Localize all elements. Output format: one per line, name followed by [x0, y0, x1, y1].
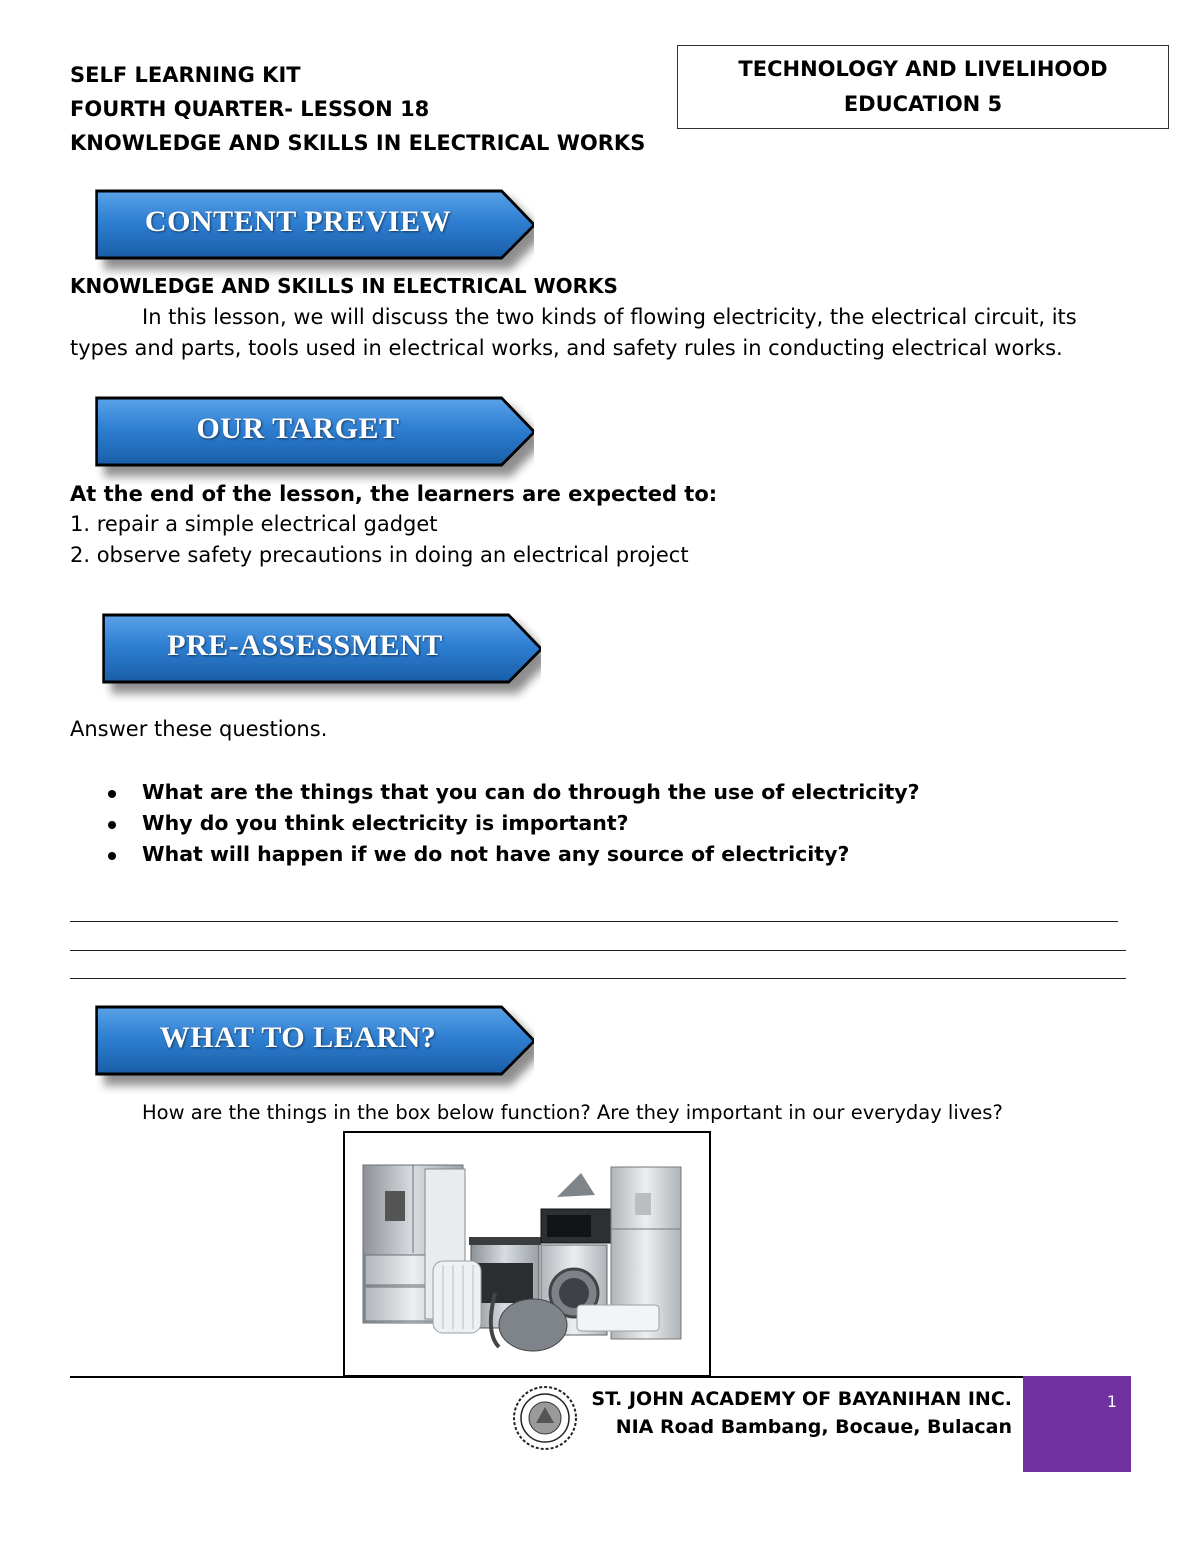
pre-assessment-label: PRE-ASSESSMENT — [167, 629, 443, 662]
subject-line-1: TECHNOLOGY AND LIVELIHOOD — [738, 57, 1108, 81]
school-seal-icon — [512, 1385, 578, 1451]
appliances-illustration — [345, 1133, 709, 1375]
lesson-title: KNOWLEDGE AND SKILLS IN ELECTRICAL WORKS — [70, 131, 646, 155]
target-item-1: 1. repair a simple electrical gadget — [70, 512, 438, 536]
school-address: NIA Road Bambang, Bocaue, Bulacan — [615, 1416, 1012, 1438]
answer-line — [70, 978, 1126, 979]
footer-rule — [70, 1376, 1130, 1378]
content-heading: KNOWLEDGE AND SKILLS IN ELECTRICAL WORKS — [70, 274, 618, 298]
kit-title: SELF LEARNING KIT — [70, 63, 301, 87]
target-intro: At the end of the lesson, the learners are expected to: — [70, 482, 718, 506]
content-preview-banner — [94, 188, 534, 278]
school-info — [590, 1385, 1012, 1441]
what-to-learn-label: WHAT TO LEARN? — [159, 1021, 437, 1054]
question-item: What will happen if we do not have any source of electricity? — [104, 839, 920, 870]
subject-box — [677, 45, 1169, 129]
subject-line-2: EDUCATION 5 — [843, 92, 1003, 116]
question-list — [104, 777, 920, 870]
page-number: 1 — [1106, 1392, 1117, 1411]
answer-line — [70, 950, 1126, 951]
page-number-box — [1023, 1376, 1131, 1472]
pre-assessment-instruction: Answer these questions. — [70, 717, 328, 741]
quarter-lesson: FOURTH QUARTER- LESSON 18 — [70, 97, 430, 121]
answer-line — [70, 921, 1118, 922]
our-target-label: OUR TARGET — [196, 412, 400, 445]
what-to-learn-banner — [94, 1004, 534, 1094]
appliances-image-box — [343, 1131, 711, 1377]
question-item: Why do you think electricity is important? — [104, 808, 920, 839]
content-para-line-2: types and parts, tools used in electrical works, and safety rules in conducting electrical works. — [70, 336, 1063, 360]
pre-assessment-banner — [101, 612, 541, 702]
target-item-2: 2. observe safety precautions in doing an electrical project — [70, 543, 689, 567]
content-para-line-1: In this lesson, we will discuss the two kinds of flowing electricity, the electrical circuit, its — [142, 305, 1077, 329]
what-to-learn-question: How are the things in the box below function? Are they important in our everyday lives? — [142, 1101, 1003, 1124]
header-left — [70, 58, 645, 160]
content-preview-label: CONTENT PREVIEW — [144, 205, 452, 238]
school-name: ST. JOHN ACADEMY OF BAYANIHAN INC. — [591, 1388, 1012, 1410]
our-target-banner — [94, 395, 534, 485]
question-item: What are the things that you can do through the use of electricity? — [104, 777, 920, 808]
